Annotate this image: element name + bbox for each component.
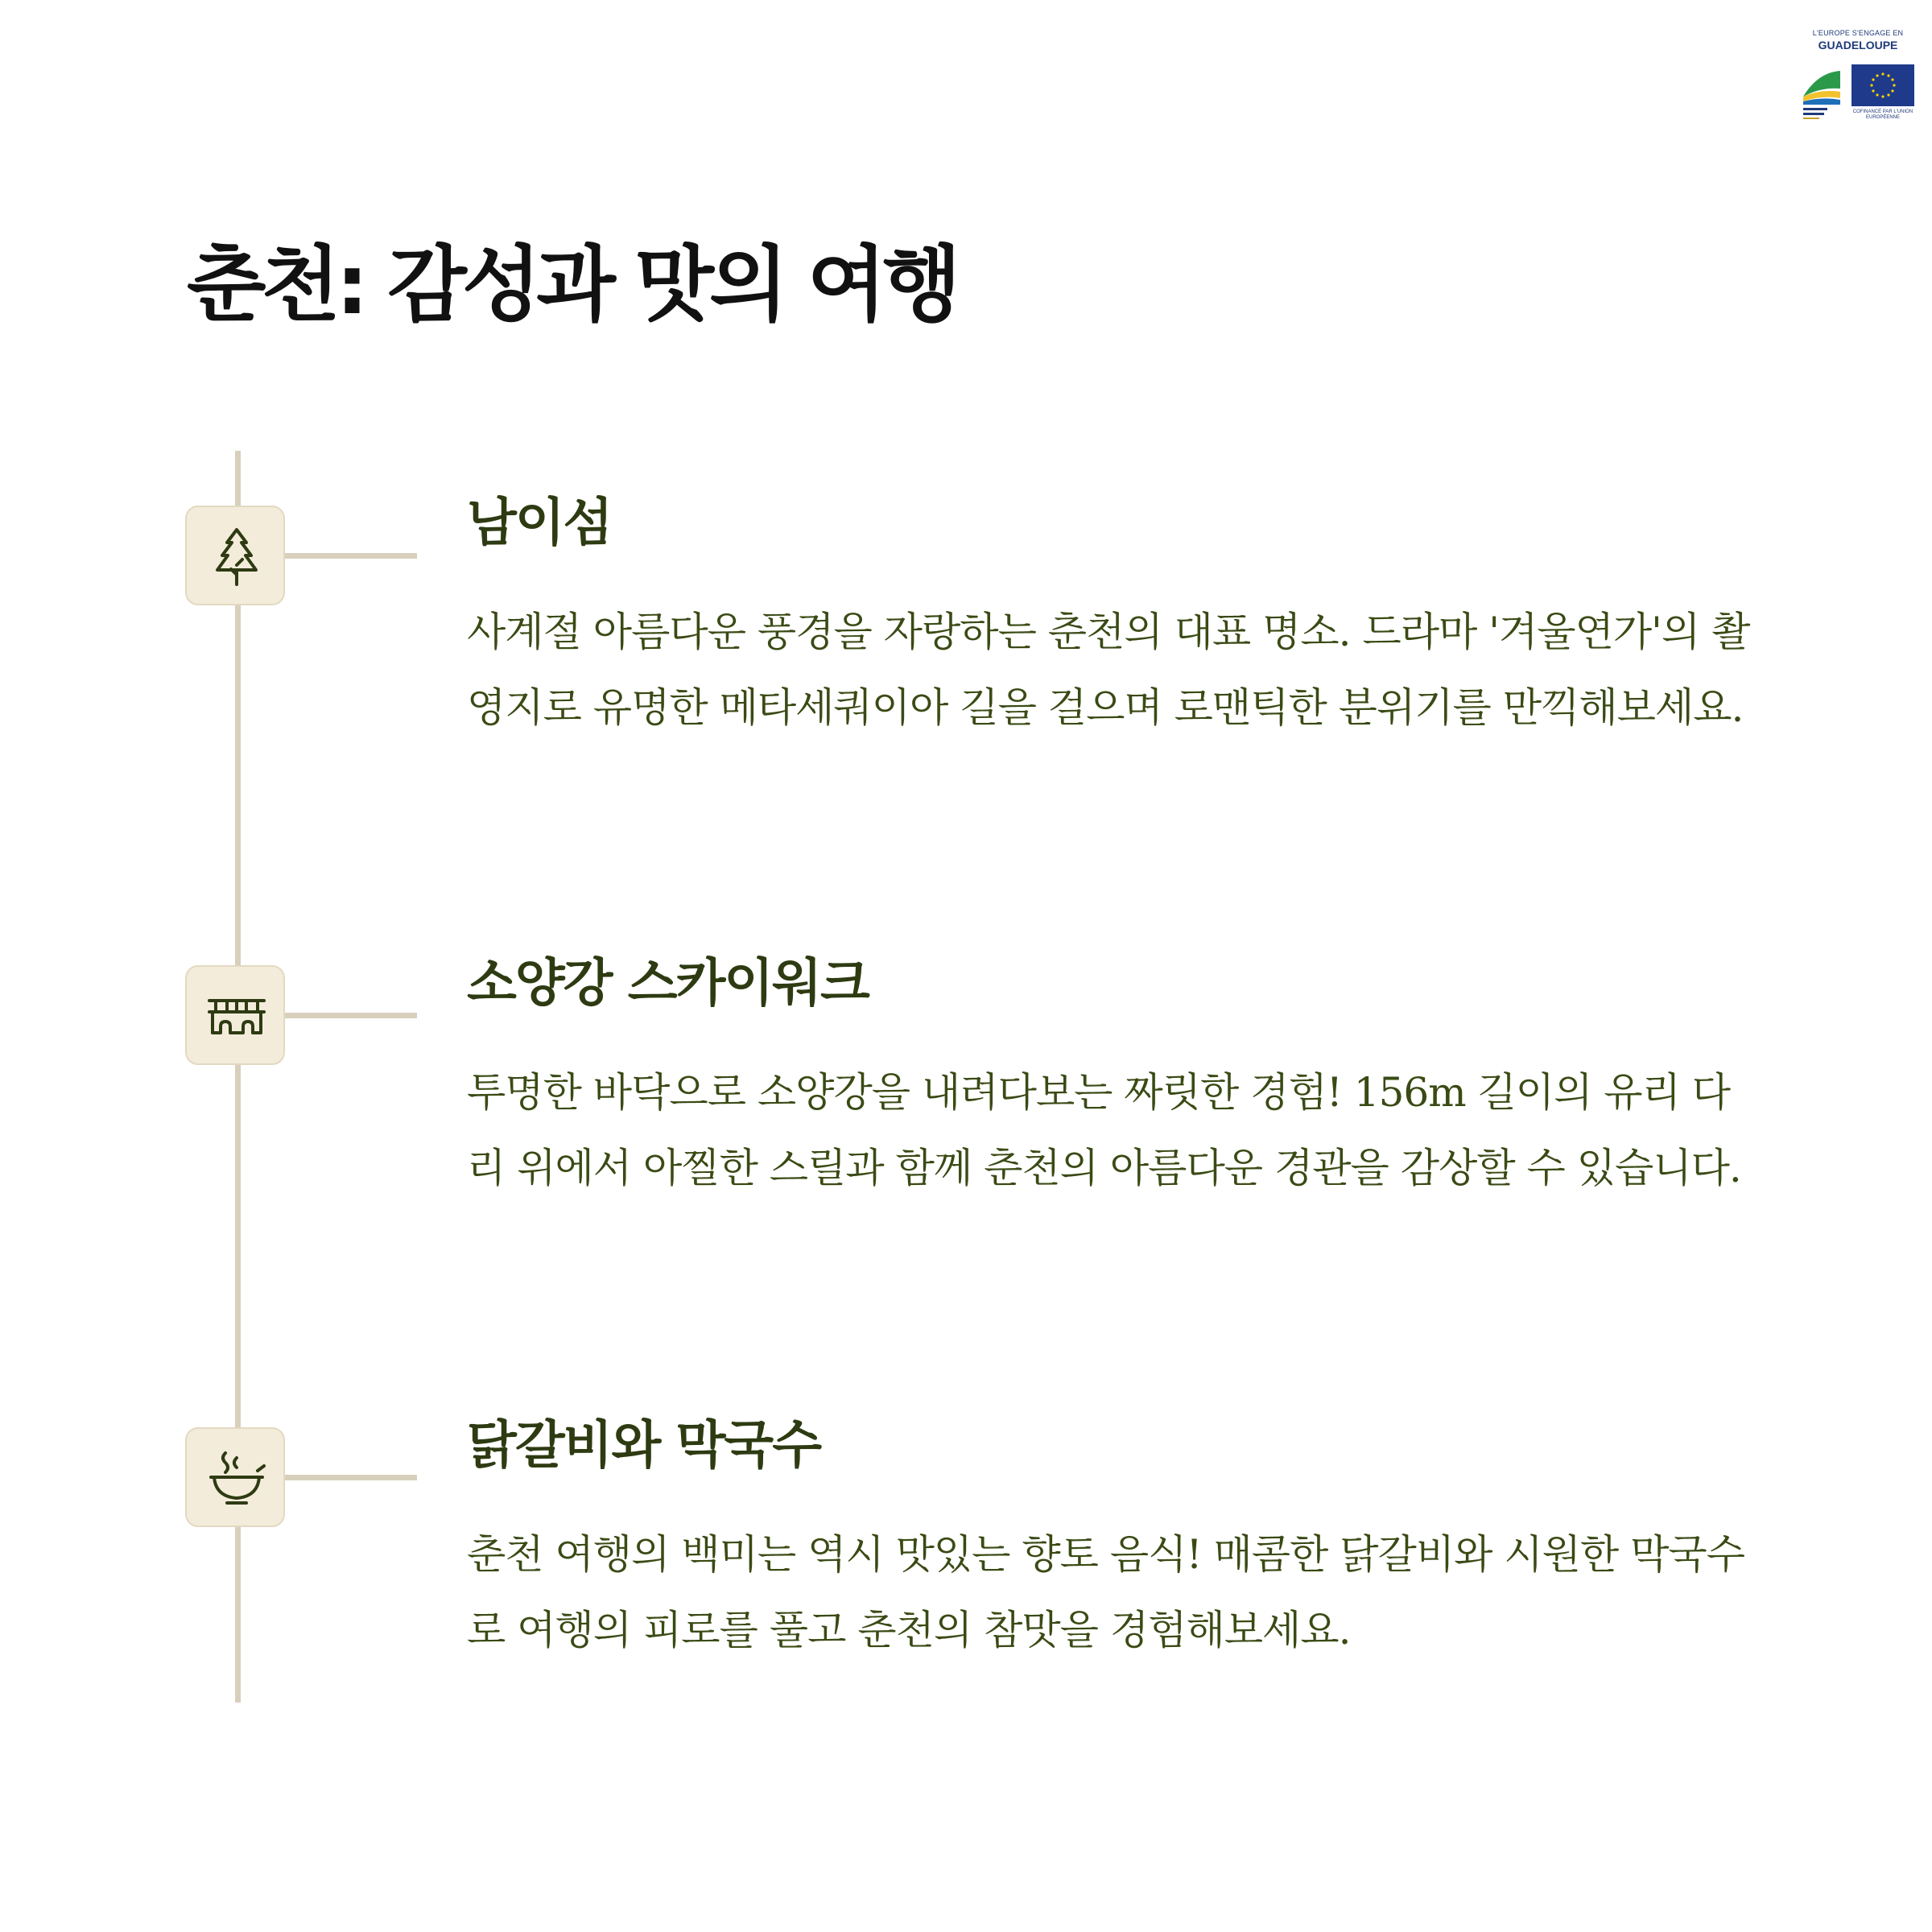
section-body: 춘천 여행의 백미는 역시 맛있는 향토 음식! 매콤한 닭갈비와 시원한 막국수로 여행의 피로를 풀고 춘천의 참맛을 경험해보세요. [467,1531,1745,1653]
eu-guadeloupe-logo [1802,29,1914,122]
page-title: 춘천: 감성과 맛의 여행 [187,237,957,333]
timeline-node [185,1427,285,1527]
section-heading: 소양강 스카이워크 [467,954,869,1013]
tree-icon [204,525,269,589]
timeline-node [185,506,285,605]
timeline-connector [282,1475,417,1480]
eu-cofinance-caption: COFINANCÉ PAR L'UNION EUROPÉENNE [1852,109,1913,120]
section-body: 사계절 아름다운 풍경을 자랑하는 춘천의 대표 명소. 드라마 '겨울연가'의 촬영지로 유명한 메타세쿼이아 길을 걸으며 로맨틱한 분위기를 만끽해보세요. [467,609,1750,731]
bridge-icon [204,985,269,1049]
logo-tagline: L'EUROPE S'ENGAGE EN [1812,29,1904,37]
section-heading: 닭갈비와 막국수 [467,1416,821,1476]
eu-flag-icon [1852,64,1914,106]
logo-region-name: GUADELOUPE [1818,39,1898,52]
section-heading: 남이섬 [467,493,612,553]
region-guadeloupe-emblem-icon [1802,64,1842,122]
timeline-connector [282,1013,417,1018]
timeline-connector [282,553,417,559]
section-body: 투명한 바닥으로 소양강을 내려다보는 짜릿한 경험! 156m 길이의 유리 다리 위에서 아찔한 스릴과 함께 춘천의 아름다운 경관을 감상할 수 있습니다. [467,1069,1741,1191]
timeline-node [185,965,285,1065]
soup-bowl-icon [204,1447,269,1511]
